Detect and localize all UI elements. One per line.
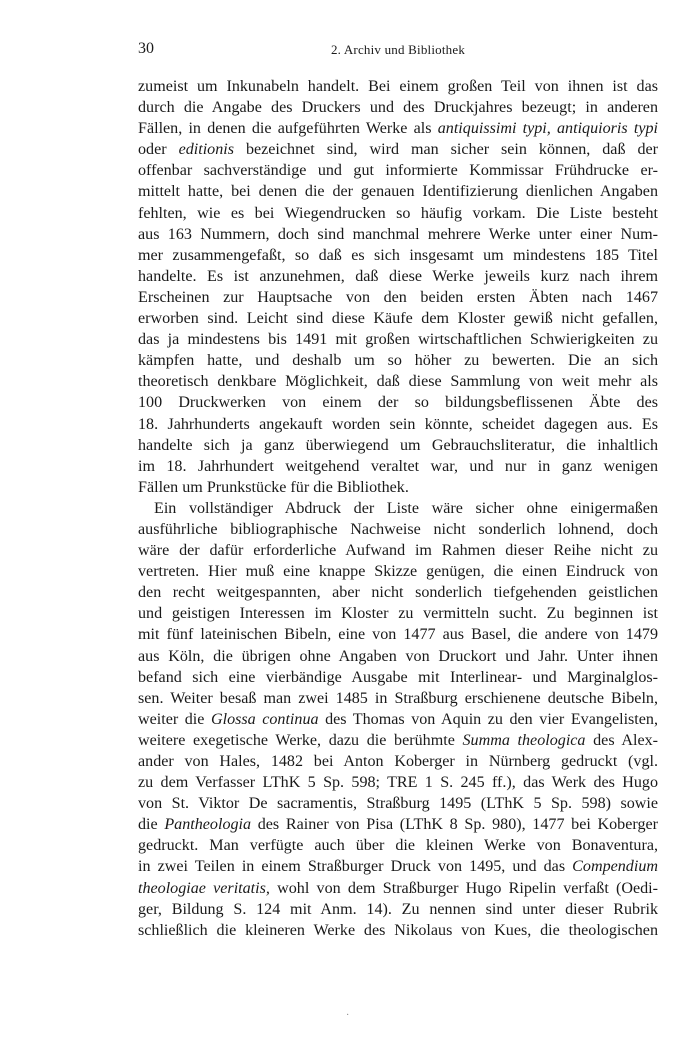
text-segment: bezeichnet sind, wird man sicher sein können, daß der <box>234 141 659 159</box>
text-segment: Fällen, in denen die aufgeführten Werke als <box>138 120 438 138</box>
text-line <box>138 856 658 877</box>
italic-title: editionis <box>178 141 234 159</box>
text-line <box>138 878 658 899</box>
body-text <box>138 76 658 941</box>
text-line: ander von Hales, 1482 bei Anton Koberger in Nürnberg gedruckt (vgl. <box>138 753 658 770</box>
text-line <box>138 709 658 730</box>
text-line: kämpfen hatte, und deshalb um so höher zu bewerten. Die an sich <box>138 352 658 370</box>
text-line: Ein vollständiger Abdruck der Liste wäre sicher ohne einigermaßen <box>154 499 658 517</box>
text-line: im 18. Jahrhundert weitgehend veraltet war, und nur in ganz wenigen <box>138 457 658 475</box>
text-segment: des Rainer von Pisa (LThK 8 Sp. 980), 1477 bei Koberger <box>251 816 658 834</box>
text-line <box>138 814 658 835</box>
text-segment: wohl von dem Straßburger Hugo Ripelin verfaßt (Oedi- <box>269 879 658 897</box>
text-line <box>138 730 658 751</box>
text-line: befand sich eine vierbändige Ausgabe mit Interlinear- und Marginalglos- <box>138 668 658 686</box>
text-line: durch die Angabe des Druckers und des Druckjahres bezeugt; in anderen <box>138 99 658 117</box>
text-line: den recht weitgespannten, aber nicht sonderlich tiefgehenden geistlichen <box>138 584 658 602</box>
italic-title: antiquissimi typi, antiquioris typi <box>437 120 658 138</box>
text-line: das ja mindestens bis 1491 mit großen wirtschaftlichen Schwierigkeiten zu <box>138 331 658 349</box>
text-line: schließlich die kleineren Werke des Nikolaus von Kues, die theologischen <box>138 921 658 939</box>
italic-title: Summa theologica <box>462 731 586 749</box>
text-line: erworben sind. Leicht sind diese Käufe dem Kloster gewiß nicht gefallen, <box>138 310 658 328</box>
italic-title: Compendium <box>572 858 658 876</box>
italic-title: Pantheologia <box>164 816 252 834</box>
text-segment: weitere exegetische Werke, dazu die berühmte <box>138 731 463 749</box>
text-segment: des Alex- <box>585 731 659 749</box>
text-line: gedruckt. Man verfügte auch über die kleinen Werke von Bonaventura, <box>138 837 658 855</box>
text-segment: in zwei Teilen in einem Straßburger Druck von 1495, und das <box>138 858 573 876</box>
text-line: aus Köln, die übrigen ohne Angaben von Druckort und Jahr. Unter ihnen <box>138 647 658 665</box>
text-line: 18. Jahrhunderts angekauft worden sein könnte, scheidet dagegen aus. Es <box>138 415 658 433</box>
text-segment: weiter die <box>138 710 211 728</box>
text-line: vertreten. Hier muß eine knappe Skizze genügen, die einen Eindruck von <box>138 563 658 581</box>
text-line: zumeist um Inkunabeln handelt. Bei einem großen Teil von ihnen ist das <box>138 78 658 95</box>
text-line: ger, Bildung S. 124 mit Anm. 14). Zu nennen sind unter dieser Rubrik <box>138 900 658 918</box>
italic-title: theologiae veritatis, <box>138 879 270 897</box>
page-number: 30 <box>138 40 154 57</box>
text-line: Erscheinen zur Hauptsache von den beiden ersten Äbten nach 1467 <box>138 288 658 306</box>
text-line <box>138 139 658 160</box>
text-line: handelte sich ja ganz überwiegend um Gebrauchsliteratur, die inhaltlich <box>138 436 658 454</box>
italic-title: Glossa continua <box>210 710 319 728</box>
text-line: Fällen um Prunkstücke für die Bibliothek. <box>138 478 409 496</box>
text-line: theoretisch denkbare Möglichkeit, daß diese Sammlung von weit mehr als <box>138 373 658 391</box>
text-segment: oder <box>138 141 179 159</box>
text-line: mer zusammengefaßt, so daß es sich insgesamt um mindestens 185 Titel <box>138 246 658 264</box>
text-segment: des Thomas von Aquin zu den vier Evangelisten, <box>318 710 658 728</box>
text-line: wäre der dafür erforderliche Aufwand im Rahmen dieser Reihe nicht zu <box>138 542 658 560</box>
page-header <box>138 40 658 62</box>
text-line: von St. Viktor De sacramentis, Straßburg 1495 (LThK 5 Sp. 598) sowie <box>138 795 658 813</box>
text-line: und geistigen Interessen im Kloster zu vermitteln sucht. Zu beginnen ist <box>138 605 658 623</box>
text-line: ausführliche bibliographische Nachweise nicht sonderlich lohnend, doch <box>138 520 658 538</box>
text-line <box>138 118 658 139</box>
page-mark: · <box>346 1010 350 1021</box>
running-head: 2. Archiv und Bibliothek <box>330 42 466 57</box>
text-line: 100 Druckwerken von einem der so bildungsbeflissenen Äbte des <box>138 394 658 412</box>
text-line: fehlten, wie es bei Wiegendrucken so häufig vorkam. Die Liste besteht <box>138 204 658 222</box>
text-line: offenbar sachverständige und gut informierte Kommissar Frühdrucke er- <box>138 162 658 180</box>
text-line: sen. Weiter besaß man zwei 1485 in Straßburg erschienene deutsche Bibeln, <box>138 689 658 707</box>
text-line: mittelt hatte, bei denen die der genauen Identifizierung dienlichen Angaben <box>138 183 658 201</box>
text-line: zu dem Verfasser LThK 5 Sp. 598; TRE 1 S. 245 ff.), das Werk des Hugo <box>138 774 658 792</box>
text-line: aus 163 Nummern, doch sind manchmal mehrere Werke unter einer Num- <box>138 225 658 243</box>
text-line: handelte. Es ist anzunehmen, daß diese Werke jeweils kurz nach ihrem <box>138 267 658 285</box>
text-line: mit fünf lateinischen Bibeln, eine von 1477 aus Basel, die andere von 1479 <box>138 626 658 644</box>
text-segment: die <box>138 816 165 834</box>
